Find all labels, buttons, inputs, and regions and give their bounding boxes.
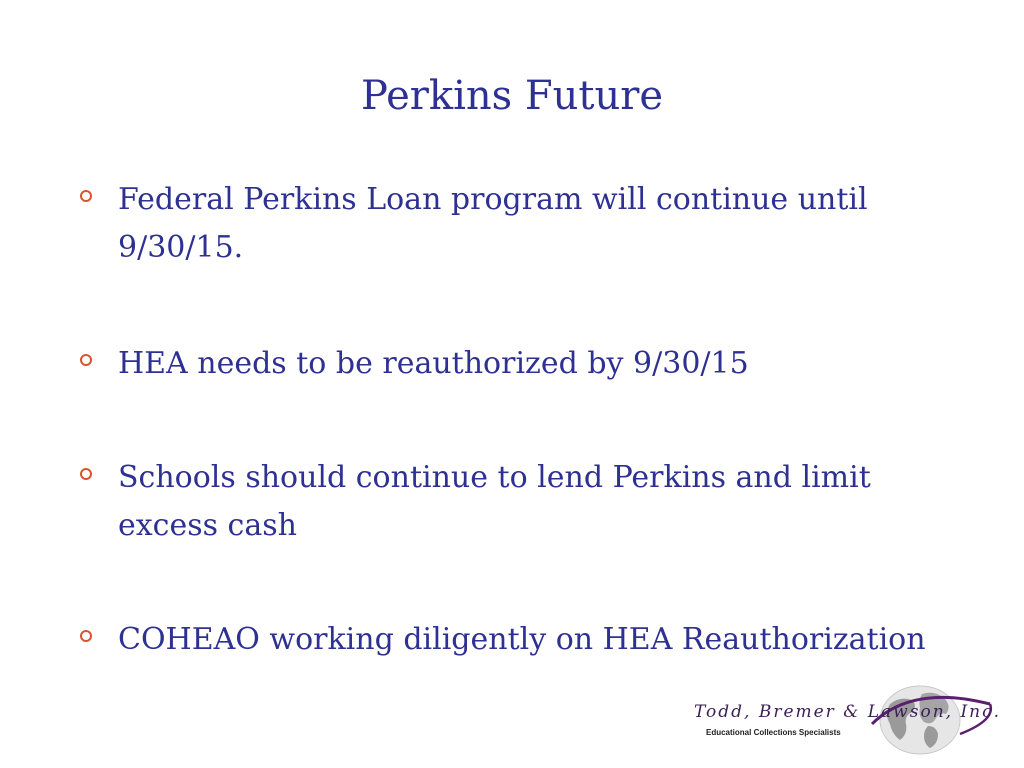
hollow-circle-icon <box>80 354 92 366</box>
bullet-item <box>80 176 980 272</box>
hollow-circle-icon <box>80 468 92 480</box>
bullet-item <box>80 616 980 664</box>
bullet-text: Schools should continue to lend Perkins and limit excess cash <box>118 460 871 543</box>
bullet-text: COHEAO working diligently on HEA Reauthorization <box>118 622 926 657</box>
bullet-item <box>80 340 980 388</box>
logo-company-name: Todd, Bremer & Lawson, Inc. <box>694 702 1002 722</box>
bullet-text: Federal Perkins Loan program will continue until 9/30/15. <box>118 182 868 265</box>
globe-icon <box>850 684 1000 760</box>
hollow-circle-icon <box>80 190 92 202</box>
hollow-circle-icon <box>80 630 92 642</box>
slide-title: Perkins Future <box>360 73 664 119</box>
company-logo <box>690 684 1010 760</box>
logo-tagline: Educational Collections Specialists <box>706 728 841 737</box>
bullet-item <box>80 454 980 550</box>
bullet-text: HEA needs to be reauthorized by 9/30/15 <box>118 346 749 381</box>
